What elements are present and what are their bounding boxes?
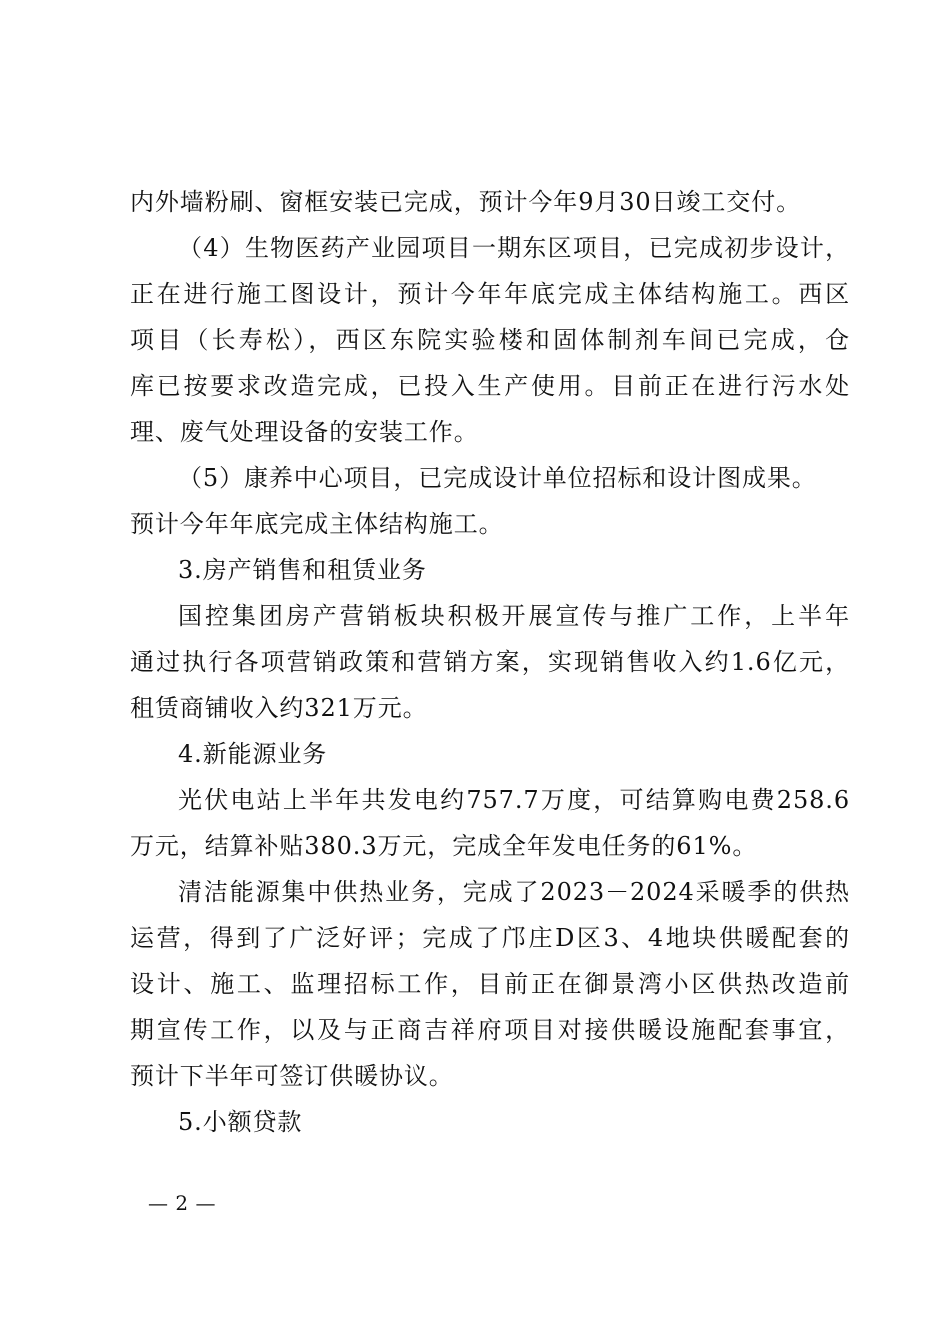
paragraph-line: 国控集团房产营销板块积极开展宣传与推广工作，上半年 [178, 602, 850, 630]
paragraph-line: 正在进行施工图设计，预计今年年底完成主体结构施工。西区 [130, 280, 850, 308]
paragraph-line: （5）康养中心项目，已完成设计单位招标和设计图成果。 [178, 464, 817, 492]
section-heading: 5.小额贷款 [178, 1108, 303, 1136]
paragraph-line: 万元，结算补贴380.3万元，完成全年发电任务的61%。 [130, 832, 758, 860]
paragraph-line: 预计今年年底完成主体结构施工。 [130, 510, 504, 538]
paragraph-line: 期宣传工作，以及与正商吉祥府项目对接供暖设施配套事宜， [130, 1016, 850, 1044]
paragraph-line: 预计下半年可签订供暖协议。 [130, 1062, 454, 1090]
paragraph-line: 内外墙粉刷、窗框安装已完成，预计今年9月30日竣工交付。 [130, 188, 802, 216]
paragraph-line: 通过执行各项营销政策和营销方案，实现销售收入约1.6亿元， [130, 648, 850, 676]
section-heading: 4.新能源业务 [178, 740, 328, 768]
paragraph-line: （4）生物医药产业园项目一期东区项目，已完成初步设计， [178, 234, 850, 262]
paragraph-line: 清洁能源集中供热业务，完成了2023－2024采暖季的供热 [178, 878, 850, 906]
section-heading: 3.房产销售和租赁业务 [178, 556, 427, 584]
paragraph-line: 设计、施工、监理招标工作，目前正在御景湾小区供热改造前 [130, 970, 850, 998]
page-number: — 2 — [148, 1191, 216, 1215]
paragraph-line: 光伏电站上半年共发电约757.7万度，可结算购电费258.6 [178, 786, 850, 814]
paragraph-line: 租赁商铺收入约321万元。 [130, 694, 428, 722]
paragraph-line: 项目（长寿松），西区东院实验楼和固体制剂车间已完成，仓 [130, 326, 850, 354]
paragraph-line: 运营，得到了广泛好评；完成了邝庄D区3、4地块供暖配套的 [130, 924, 850, 952]
paragraph-line: 理、废气处理设备的安装工作。 [130, 418, 479, 446]
paragraph-line: 库已按要求改造完成，已投入生产使用。目前正在进行污水处 [130, 372, 850, 400]
